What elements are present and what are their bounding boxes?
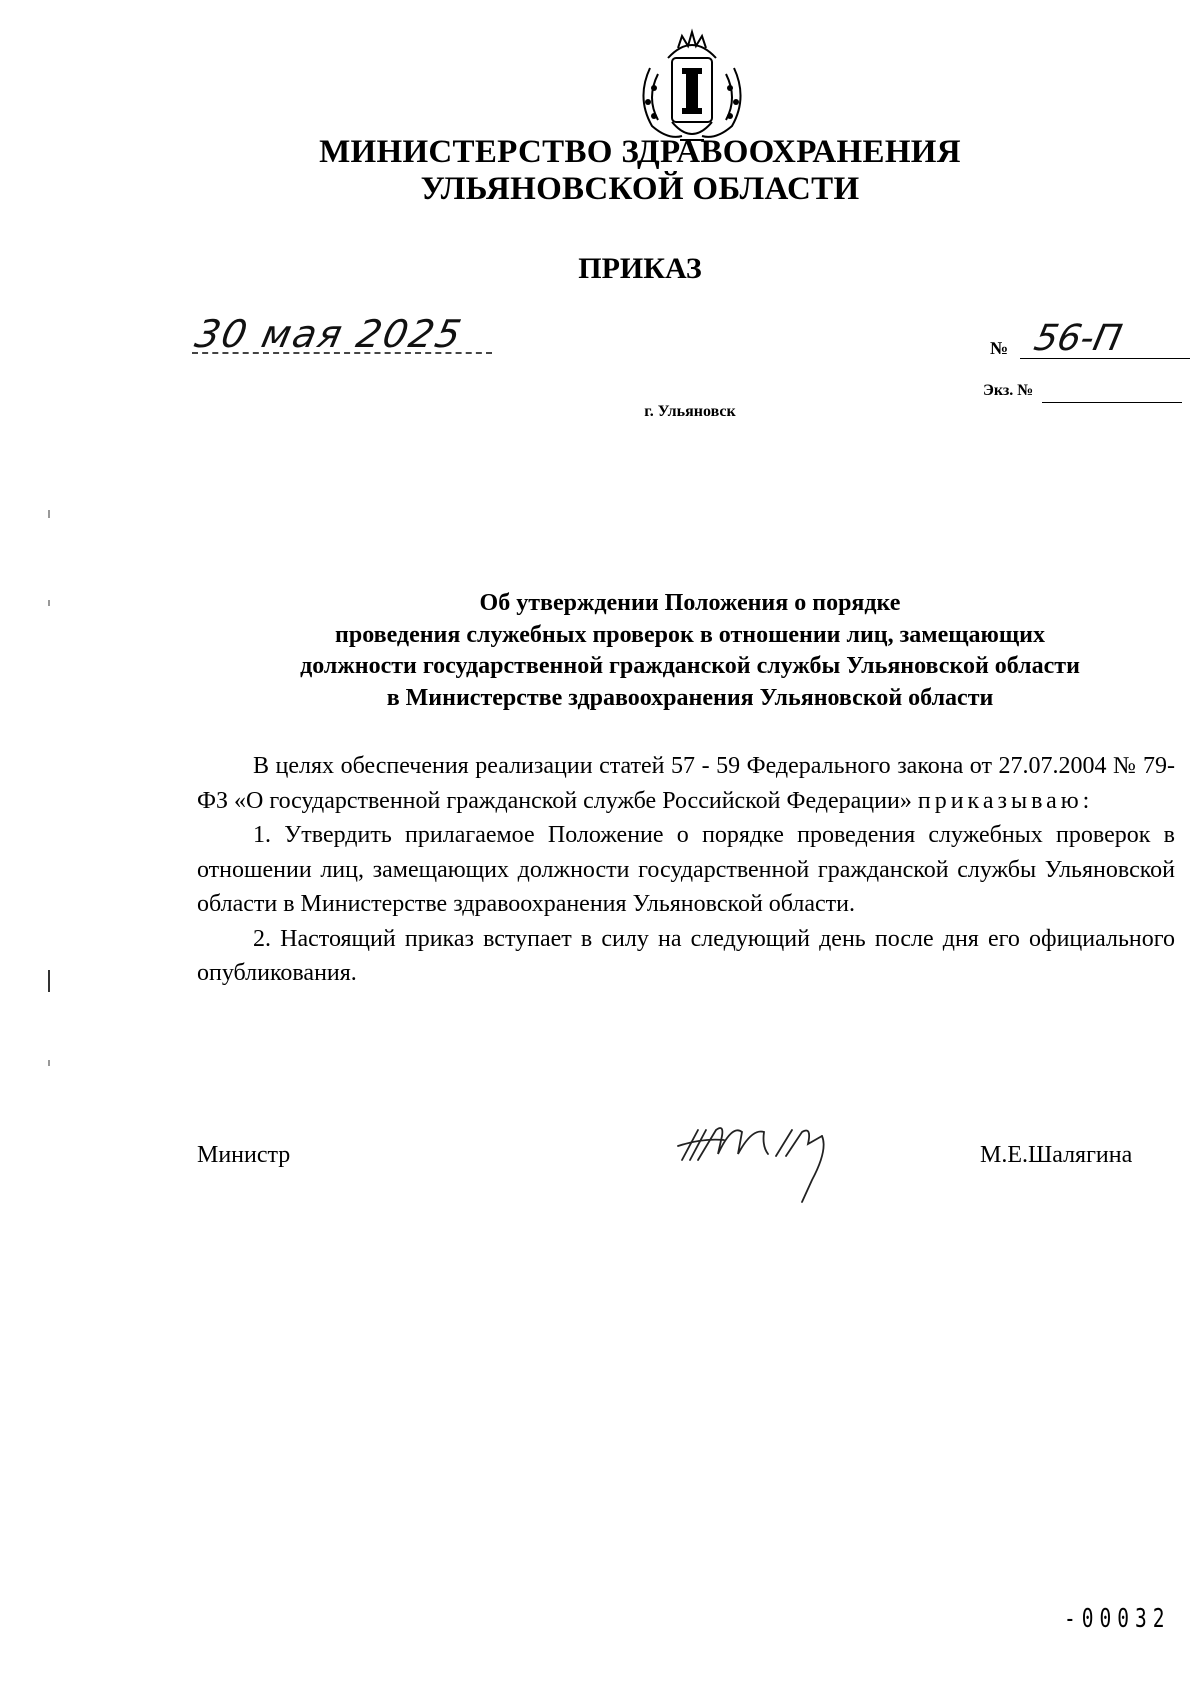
order-subject [190, 588, 1190, 714]
scan-mark [48, 970, 50, 992]
handwritten-order-number: 56-П [1030, 318, 1126, 359]
subject-line: проведения служебных проверок в отношении лиц, замещающих [335, 621, 1045, 648]
copy-number-underline [1042, 402, 1182, 403]
order-number-label: № [990, 338, 1009, 358]
signatory-name: М.Е.Шалягина [980, 1142, 1133, 1168]
page-code: -00032 [1064, 1604, 1171, 1634]
scan-mark [48, 1060, 50, 1066]
document-type-title: ПРИКАЗ [578, 252, 702, 285]
order-item-2: 2. Настоящий приказ вступает в силу на следующий день после дня его официального опубликования. [197, 925, 1175, 986]
handwritten-date: 30 мая 2025 [191, 312, 467, 356]
order-body [197, 749, 1175, 991]
subject-line: Об утверждении Положения о порядке [479, 590, 901, 616]
preamble-paragraph [197, 749, 1175, 818]
decree-word: приказываю: [917, 787, 1094, 814]
date-underline [192, 352, 492, 354]
ministry-name-line1: МИНИСТЕРСТВО ЗДРАВООХРАНЕНИЯ [319, 134, 961, 170]
order-number-underline [1020, 358, 1190, 359]
copy-number-label: Экз. № [983, 382, 1034, 399]
ministry-name-line2: УЛЬЯНОВСКОЙ ОБЛАСТИ [420, 171, 860, 207]
city-name: г. Ульяновск [644, 403, 736, 420]
preamble-text: В целях обеспечения реализации статей 57 - 59 Федерального закона от 27.07.2004 № 79-ФЗ «О государственной гражданской службе Российской Федерации» [197, 753, 1175, 814]
subject-line: в Министерстве здравоохранения Ульяновской области [386, 684, 994, 711]
handwritten-signature [672, 1110, 892, 1206]
subject-line: должности государственной гражданской службы Ульяновской области [300, 653, 1080, 679]
scan-mark [48, 600, 50, 606]
coat-of-arms-emblem [628, 28, 756, 150]
signatory-position: Министр [197, 1142, 291, 1168]
scan-mark [48, 510, 50, 518]
order-item-1: 1. Утвердить прилагаемое Положение о порядке проведения служебных проверок в отношении лиц, замещающих должности государственной гражданской службы Ульяновской области в Министерстве здравоохранения Ульяновской области. [197, 822, 1175, 917]
